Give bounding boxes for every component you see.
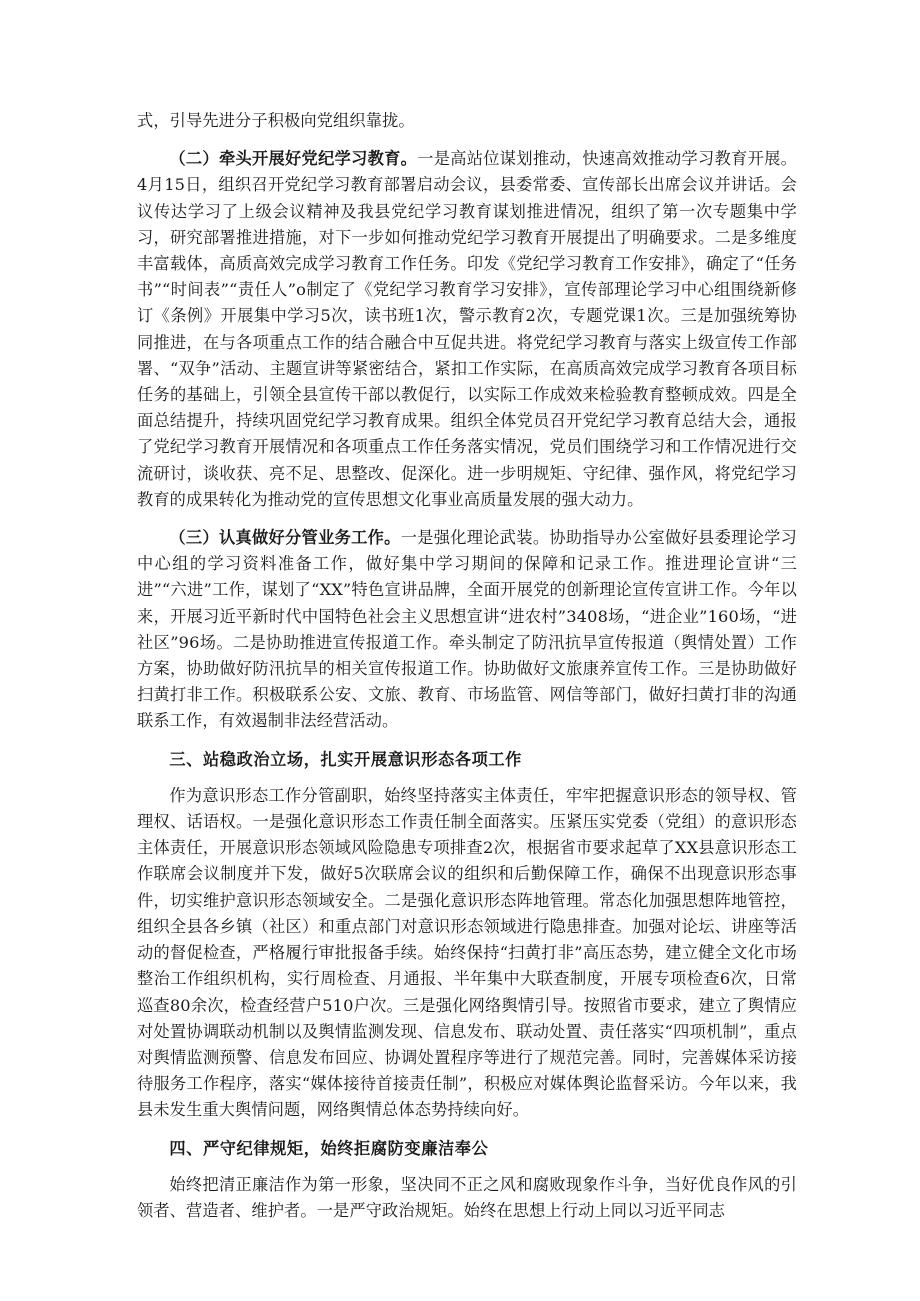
section-business-work: [137, 525, 797, 735]
paragraph-discipline-integrity: 始终把清正廉洁作为第一形象，坚决同不正之风和腐败现象作斗争，当好优良作风的引领者、营造者、维护者。一是严守政治规矩。始终在思想上行动上同以习近平同志: [137, 1174, 797, 1220]
paragraph-body: 一是高站位谋划推动，快速高效推动学习教育开展。4月15日，组织召开党纪学习教育部署启动会议，县委常委、宣传部长出席会议并讲话。会议传达学习了上级会议精神及我县党纪学习教育谋划推进情况，组织了第一次专题集中学习，研究部署推进措施，对下一步如何推动党纪学习教育开展提出了明确要求。二是多维度丰富载体，高质高效完成学习教育工作任务。印发《党纪学习教育工作安排》，确定了“任务书”“时间表”“责任人”o制定了《党纪学习教育学习安排》，宣传部理论学习中心组围绕新修订《条例》开展集中学习5次，读书班1次，警示教育2次，专题党课1次。三是加强统筹协同推进，在与各项重点工作的结合融合中互促共进。将党纪学习教育与落实上级宣传工作部署、“双争”活动、主题宣讲等紧密结合，紧扣工作实际，在高质高效完成学习教育各项目标任务的基础上，引领全县宣传干部以教促行，以实际工作成效来检验教育整顿成效。四是全面总结提升，持续巩固党纪学习教育成果。组织全体党员召开党纪学习教育总结大会，通报了党纪学习教育开展情况和各项重点工作任务落实情况，党员们围绕学习和工作情况进行交流研讨，谈收获、亮不足、思整改、促深化。进一步明规矩、守纪律、强作风，将党纪学习教育的成果转化为推动党的宣传思想文化事业高质量发展的强大动力。: [137, 149, 797, 509]
heading-discipline-integrity: 四、严守纪律规矩，始终拒腐防变廉洁奉公: [169, 1138, 489, 1158]
heading-ideology-work: 三、站稳政治立场，扎实开展意识形态各项工作: [169, 749, 522, 769]
paragraph-continuation: 式，引导先进分子积极向党组织靠拢。: [137, 111, 415, 130]
document-body: [137, 108, 797, 1224]
subheading-party-discipline-education: （二）牵头开展好党纪学习教育。: [169, 149, 418, 169]
paragraph-body: 一是强化理论武装。协助指导办公室做好县委理论学习中心组的学习资料准备工作，做好集中学习期间的保障和记录工作。推进理论宣讲“三进”“六进”工作，谋划了“XX”特色宣讲品牌，全面开展党的创新理论宣传宣讲工作。今年以来，开展习近平新时代中国特色社会主义思想宣讲“进农村”3408场，“进企业”160场，“进社区”96场。二是协助推进宣传报道工作。牵头制定了防汛抗旱宣传报道（舆情处置）工作方案，协助做好防汛抗旱的相关宣传报道工作。协助做好文旅康养宣传工作。三是协助做好扫黄打非工作。积极联系公安、文旅、教育、市场监管、网信等部门，做好扫黄打非的沟通联系工作，有效遏制非法经营活动。: [137, 528, 797, 731]
paragraph-ideology-work: 作为意识形态工作分管副职，始终坚持落实主体责任，牢牢把握意识形态的领导权、管理权、话语权。一是强化意识形态工作责任制全面落实。压紧压实党委（党组）的意识形态主体责任，开展意识形态领域风险隐患专项排查2次，根据省市要求起草了XX县意识形态工作联席会议制度并下发，做好5次联席会议的组织和后勤保障工作，确保不出现意识形态事件，切实维护意识形态领域安全。二是强化意识形态阵地管理。常态化加强思想阵地管控，组织全县各乡镇（社区）和重点部门对意识形态领域进行隐患排查。加强对论坛、讲座等活动的督促检查，严格履行审批报备手续。始终保持“扫黄打非”高压态势，建立健全文化市场整治工作组织机构，实行周检查、月通报、半年集中大联查制度，开展专项检查6次，日常巡查80余次，检查经营户510户次。三是强化网络舆情引导。按照省市要求，建立了舆情应对处置协调联动机制以及舆情监测发现、信息发布、联动处置、责任落实“四项机制”，重点对舆情监测预警、信息发布回应、协调处置程序等进行了规范完善。同时，完善媒体采访接待服务工作程序，落实“媒体接待首接责任制”，积极应对媒体舆论监督采访。今年以来，我县未发生重大舆情问题，网络舆情总体态势持续向好。: [137, 785, 797, 1120]
subheading-business-work: （三）认真做好分管业务工作。: [169, 528, 401, 548]
section-party-discipline-education: [137, 146, 797, 513]
